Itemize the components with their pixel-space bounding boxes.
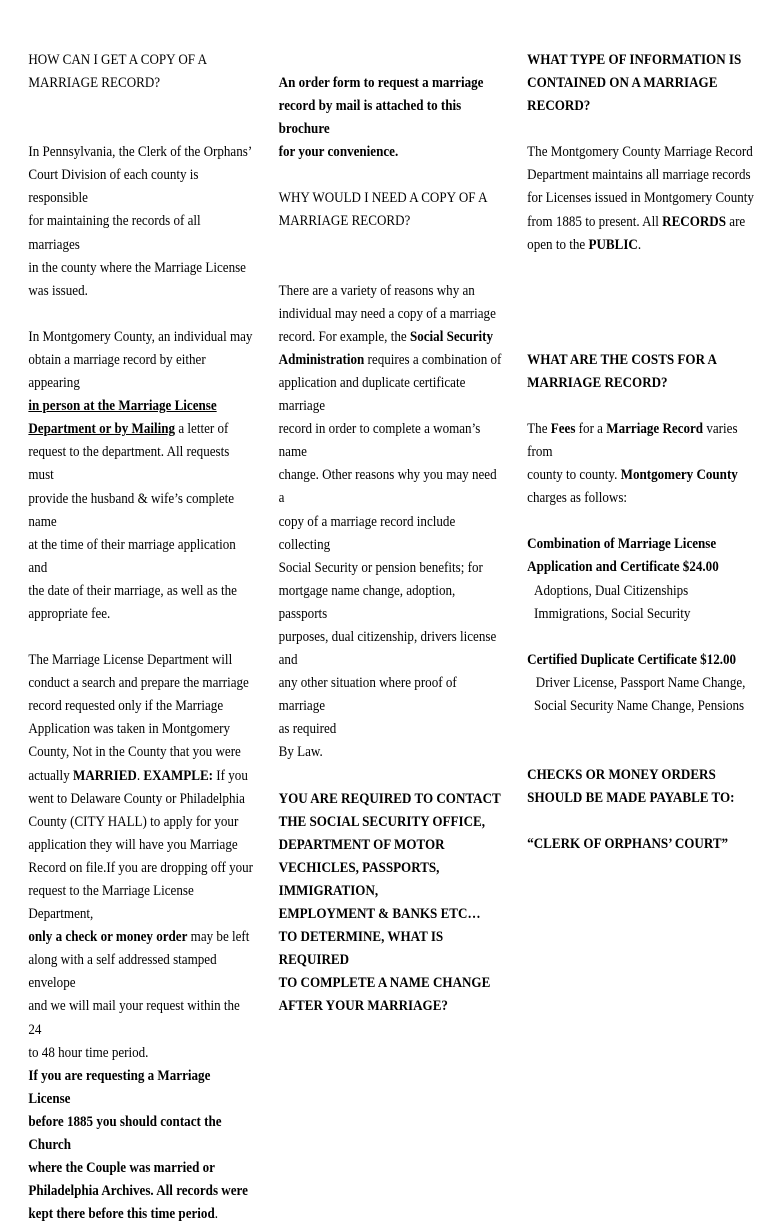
montgomery-county-emphasis: Montgomery County: [620, 466, 738, 484]
text-run: open to the: [527, 235, 589, 253]
text-line: for Licenses issued in Montgomery County: [527, 189, 754, 207]
text-line: Record on file.If you are dropping off your: [28, 858, 254, 876]
heading-line: CHECKS OR MONEY ORDERS: [527, 765, 716, 783]
text-line: County, Not in the County that you were: [28, 743, 241, 761]
text-line: Court Division of each county is responsible: [28, 166, 199, 207]
text-run: .: [136, 766, 144, 784]
text-line: YOU ARE REQUIRED TO CONTACT: [278, 789, 501, 807]
heading-how-to-get-copy: [28, 48, 253, 94]
ssa-emphasis: Social Security: [409, 327, 494, 345]
text-line: record in order to complete a woman’s name: [278, 420, 481, 461]
married-emphasis: MARRIED: [72, 766, 137, 784]
text-line: change. Other reasons why you may need a: [278, 466, 497, 507]
heading-line: MARRIAGE RECORD?: [527, 373, 668, 391]
text-line: application they will have you Marriage: [28, 835, 238, 853]
text-line: request to the Marriage License Department,: [28, 882, 194, 923]
text-line: application and duplicate certificate marriage: [278, 373, 466, 415]
records-emphasis: RECORDS: [662, 212, 727, 230]
fee-use: Adoptions, Dual Citizenships: [534, 581, 689, 599]
heading-line: WHY WOULD I NEED A COPY OF A: [278, 189, 488, 207]
text-run: The: [527, 419, 551, 437]
fee-title: Application and Certificate $24.00: [527, 558, 719, 576]
fee-use: Social Security Name Change, Pensions: [534, 696, 745, 714]
text-line: purposes, dual citizenship, drivers license and: [278, 627, 497, 669]
order-form-note: [279, 71, 504, 163]
text-line: any other situation where proof of marriage: [278, 674, 457, 715]
heading-line: WHAT ARE THE COSTS FOR A: [527, 350, 717, 368]
text-line: EMPLOYMENT & BANKS ETC…: [278, 905, 481, 922]
text-line: An order form to request a marriage: [278, 74, 484, 91]
text-line: record requested only if the Marriage: [28, 697, 224, 715]
required-contact-notice: [279, 787, 504, 1018]
column-left: [28, 48, 253, 1225]
paragraph-record-info: [527, 140, 764, 255]
check-money-order-emphasis: only a check or money order: [28, 928, 188, 946]
text-run: requires a combination of: [364, 350, 502, 368]
text-run: for a: [575, 419, 607, 437]
heading-why-need-copy: [279, 186, 504, 232]
text-line: went to Delaware County or Philadelphia: [28, 789, 245, 807]
text-line: was issued.: [28, 281, 88, 299]
fee-title: Combination of Marriage License: [527, 535, 717, 553]
text-line: obtain a marriage record by either appearing: [28, 350, 206, 392]
heading-costs: [527, 348, 764, 394]
text-run: varies from: [527, 419, 738, 461]
in-person-emphasis: in person at the Marriage License: [28, 397, 217, 415]
paragraph-montgomery-county: [28, 325, 253, 625]
fee-use: Immigrations, Social Security: [534, 604, 691, 622]
text-line: mortgage name change, adoption, passports: [278, 581, 456, 622]
text-line: County (CITY HALL) to apply for your: [28, 812, 239, 830]
text-line: provide the husband & wife’s complete name: [28, 489, 235, 530]
text-line: record by mail is attached to this brochure: [278, 97, 462, 138]
text-run: If you: [213, 766, 248, 784]
text-line: TO DETERMINE, WHAT IS REQUIRED: [278, 928, 444, 969]
text-line: In Pennsylvania, the Clerk of the Orphans’: [28, 143, 253, 161]
text-line: IMMIGRATION,: [278, 881, 379, 899]
text-line: TO COMPLETE A NAME CHANGE: [278, 974, 491, 992]
heading-line: WHAT TYPE OF INFORMATION IS: [527, 51, 742, 68]
paragraph-before-1885: [28, 1064, 253, 1225]
text-line: for your convenience.: [278, 143, 399, 161]
ssa-emphasis: Administration: [278, 350, 365, 368]
heading-line: MARRIAGE RECORD?: [278, 212, 411, 230]
text-line: In Montgomery County, an individual may: [28, 327, 253, 345]
text-run: county to county.: [527, 466, 621, 484]
text-line: request to the department. All requests must: [28, 443, 230, 484]
text-line: DEPARTMENT OF MOTOR: [278, 835, 445, 853]
text-line: The Marriage License Department will: [28, 651, 233, 669]
column-middle: [279, 71, 504, 1017]
text-run: are: [726, 212, 746, 230]
text-line: Department maintains all marriage records: [527, 166, 751, 184]
text-line: appropriate fee.: [28, 604, 111, 622]
text-line: conduct a search and prepare the marriage: [28, 674, 249, 692]
paragraph-pennsylvania: [28, 140, 253, 302]
text-line: at the time of their marriage application and: [28, 535, 236, 576]
fee-use: Driver License, Passport Name Change,: [535, 673, 746, 691]
text-line: charges as follows:: [527, 489, 628, 507]
text-line: AFTER YOUR MARRIAGE?: [278, 997, 448, 1015]
heading-line: RECORD?: [527, 97, 591, 115]
text-line: to 48 hour time period.: [28, 1043, 149, 1061]
text-run: from 1885 to present. All: [527, 212, 663, 230]
paragraph-fees: [527, 417, 764, 509]
text-line: for maintaining the records of all marriages: [28, 212, 201, 253]
heading-line: SHOULD BE MADE PAYABLE TO:: [527, 789, 735, 807]
heading-line: CONTAINED ON A MARRIAGE: [527, 74, 718, 92]
fee-title: Certified Duplicate Certificate $12.00: [527, 650, 737, 668]
text-line: the date of their marriage, as well as the: [28, 581, 237, 599]
text-line: Philadelphia Archives. All records were: [28, 1182, 248, 1200]
text-line: along with a self addressed stamped envelope: [28, 951, 217, 992]
text-run: record. For example, the: [278, 327, 410, 345]
text-line: before 1885 you should contact the Church: [28, 1112, 222, 1154]
text-line: If you are requesting a Marriage License: [28, 1066, 211, 1107]
text-line: THE SOCIAL SECURITY OFFICE,: [278, 812, 486, 830]
fees-emphasis: Fees: [550, 419, 576, 437]
fee-combination: [527, 532, 764, 624]
text-line: as required: [278, 720, 337, 738]
paragraph-search-conditions: [28, 648, 253, 1064]
heading-line: HOW CAN I GET A COPY OF A: [28, 51, 208, 68]
text-run: .: [637, 235, 642, 253]
marriage-record-emphasis: Marriage Record: [606, 419, 704, 437]
paragraph-reasons: [279, 279, 504, 764]
text-line: Application was taken in Montgomery: [28, 720, 231, 738]
text-line: where the Couple was married or: [28, 1159, 215, 1177]
text-line: in the county where the Marriage License: [28, 258, 246, 276]
text-line: individual may need a copy of a marriage: [278, 304, 496, 322]
by-mailing-emphasis: Department or by Mailing: [28, 420, 176, 438]
text-line: The Montgomery County Marriage Record: [527, 143, 753, 161]
payee-name: “CLERK OF ORPHANS’ COURT”: [527, 835, 729, 853]
text-run: may be left: [187, 928, 250, 946]
text-line: There are a variety of reasons why an: [278, 281, 475, 299]
heading-payable-to: [527, 763, 764, 809]
public-emphasis: PUBLIC: [588, 235, 638, 253]
text-line: VECHICLES, PASSPORTS,: [278, 858, 440, 876]
heading-line: MARRIAGE RECORD?: [28, 74, 161, 92]
text-run: a letter of: [175, 420, 229, 438]
text-run: kept there before this time period: [28, 1205, 215, 1223]
column-right: [527, 48, 764, 855]
text-run: actually: [28, 766, 73, 784]
text-line: and we will mail your request within the 24: [28, 997, 240, 1038]
fee-duplicate: [527, 648, 764, 717]
text-run: .: [214, 1205, 218, 1223]
example-label: EXAMPLE:: [143, 766, 214, 784]
text-line: copy of a marriage record include collecting: [278, 512, 456, 553]
text-line: By Law.: [278, 743, 323, 761]
text-line: Social Security or pension benefits; for: [278, 558, 483, 576]
heading-info-type: [527, 48, 764, 117]
